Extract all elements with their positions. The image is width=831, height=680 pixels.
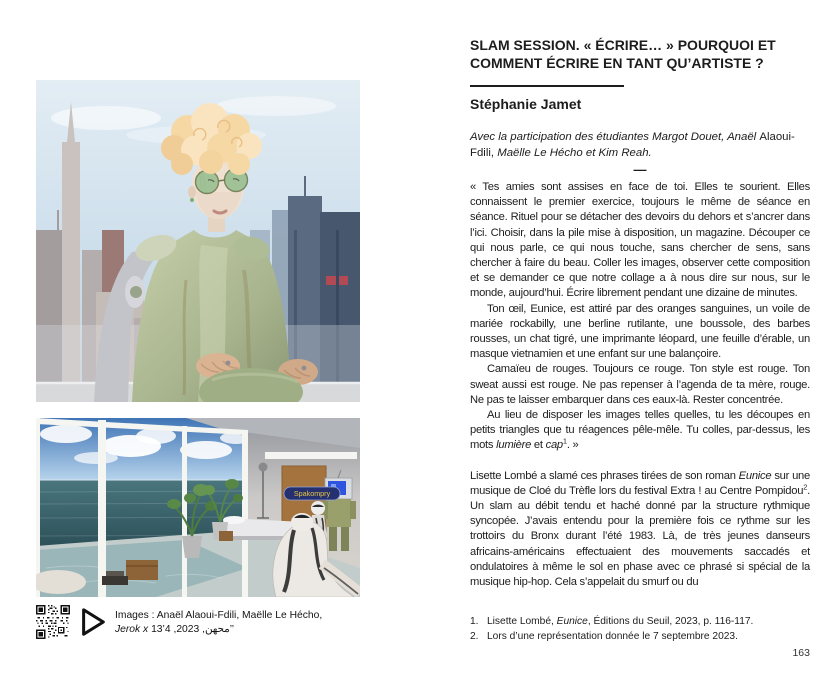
article-title: SLAM SESSION. « ÉCRIRE… » POURQUOI ET COMMENT ÉCRIRE EN TANT QU’ARTISTE ? bbox=[470, 37, 776, 71]
vr-room-illustration bbox=[36, 418, 360, 597]
paragraph-3: Camaïeu de rouges. Toujours ce rouge. Ton style est rouge. Ton sweat aussi est rouge. Ne pas repenser à l’agenda de ta mère, rouge. Ne pas te laisser embarquer dans ces eaux-là. Rester concentrée. bbox=[470, 363, 810, 406]
section-dash: — bbox=[633, 162, 647, 177]
portrait-illustration bbox=[36, 80, 360, 402]
footnote-text: Lisette Lombé, Eunice, Éditions du Seuil, 2023, p. 116-117. bbox=[487, 616, 754, 627]
author-name: Stéphanie Jamet bbox=[470, 96, 582, 112]
caption-work-title: Jerok x bbox=[115, 623, 149, 635]
paragraph-4: Au lieu de disposer les images telles quelles, tu les découpes en petits triangles que tu réagences pêle-mêle. Tu colles, par-dessus, les mots lumière et cap$^1$. » bbox=[470, 409, 810, 452]
wall-light bbox=[265, 452, 357, 459]
footnote-number: 2. bbox=[470, 630, 479, 642]
artwork-image-portrait bbox=[36, 80, 360, 402]
footnote-number: 1. bbox=[470, 616, 479, 627]
paragraph-1: « Tes amies sont assises en face de toi. Elles te sourient. Elles connaissent le premier exercice, toujours le même de séance en séance. Rituel pour se détacher des devoirs du dehors et s’ancrer dans l’ici. Choisir, dans la pile mise à disposition, un magazine. Découper ce qui nous parle, ce qui nous touche, sans chercher de sens, sans chercher à faire du beau. Coller les images, observer cette composition et se demander ce que notre collage a à nous dire sur nous, sur le monde, aujourd’hui. Écrire librement pendant une dizaine de minutes. bbox=[470, 181, 810, 300]
article-body bbox=[470, 180, 810, 590]
caption-details: محهن, 2023, 4’13’’ bbox=[148, 623, 235, 635]
image-caption bbox=[115, 605, 322, 637]
footnote-1 bbox=[470, 615, 810, 630]
footnote-text: Lors d’une représentation donnée le 7 septembre 2023. bbox=[487, 630, 738, 642]
participants-note: Avec la participation des étudiantes Margot Douet, Anaël Alaoui-Fdili, Maëlle Le Hécho et Kim Reah. bbox=[470, 131, 795, 159]
svg-text:Spakompry: Spakompry bbox=[293, 489, 331, 499]
page-number: 163 bbox=[792, 647, 810, 659]
media-credit-row bbox=[36, 605, 322, 639]
paragraph-2: Ton œil, Eunice, est attiré par des oranges sanguines, un voile de mariée rockabilly, une berline rutilante, une boussole, des barbes rousses, un chat tigré, une imprimante léopard, une feuille d’érable, un masque vietnamien et une enfant sur une balançoire. bbox=[470, 302, 810, 361]
article-column bbox=[470, 36, 810, 590]
footnote-2 bbox=[470, 630, 810, 645]
footnote-ref-1: 1 bbox=[562, 436, 567, 446]
play-icon bbox=[78, 605, 108, 639]
title-rule bbox=[470, 85, 624, 87]
artwork-image-vr-room bbox=[36, 418, 360, 597]
avatar-name-tag bbox=[284, 487, 340, 500]
paragraph-5: Lisette Lombé a slamé ces phrases tirées de son roman Eunice sur une musique de Cloé du Trèfle lors du festival Extra ! au Centre Pompidou$^2$. Un slam au débit tendu et haché donné par la structure rythmique syncopée. J’avais entendu pour la première fois ce rythme sur les trottoirs du Bronx durant l’été 1983. Là, de très jeunes danseurs africains-américains effectuaient des mouvements saccadés et ondulatoires à même le sol en phase avec ce phrasé si spécial de la musique hip-hop. Cela s’appelait du smurf ou du bbox=[470, 469, 810, 589]
footnote-ref-2: 2 bbox=[803, 482, 808, 492]
qr-code-icon bbox=[36, 605, 70, 639]
footnotes bbox=[470, 615, 810, 644]
caption-credits: Images : Anaël Alaoui-Fdili, Maëlle Le Hécho, bbox=[115, 610, 323, 621]
